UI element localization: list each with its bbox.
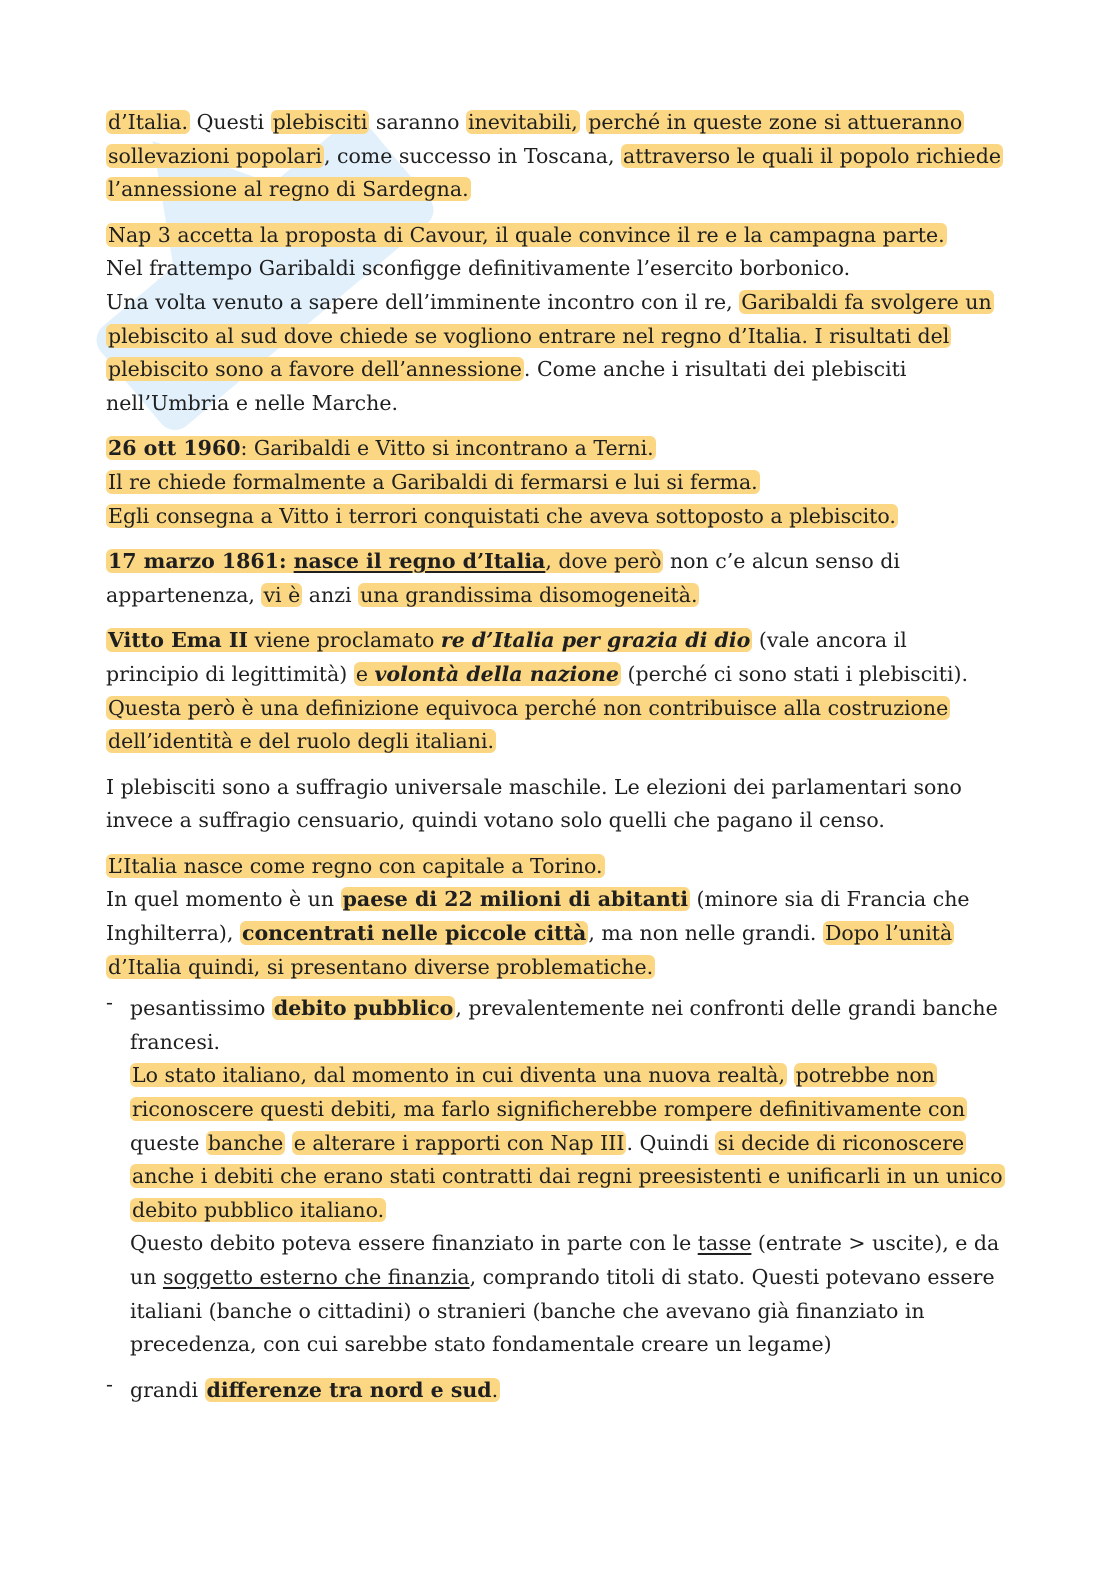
paragraph-nap3: Nap 3 accetta la proposta di Cavour, il quale convince il re e la campagna parte. Nel frattempo Garibaldi sconfigge definitivamente l’esercito borbonico. Una volta venuto a sapere dell’imminente incontro con il re, Garibaldi fa svolgere un plebiscito al sud dove chiede se vogliono entrare nel regno d’Italia. I risultati del plebiscito sono a favore dell’annessione. Come anche i risultati dei plebisciti nell’Umbria e nelle Marche.	[106, 222, 992, 415]
paragraph-regno: 17 marzo 1861: nasce il regno d’Italia, dove però non c’e alcun senso di appartenenza, vi è anzi una grandissima disomogeneità.	[106, 549, 900, 607]
paragraph-plebisciti: d’Italia. Questi plebisciti saranno inevitabili, perché in queste zone si attueranno sollevazioni popolari, come successo in Toscana, attraverso le quali il popolo richiede l’annessione al regno di Sardegna.	[108, 110, 1001, 202]
list-item-debito: - pesantissimo debito pubblico, prevalentemente nei confronti delle grandi banche francesi. Lo stato italiano, dal momento in cui diventa una nuova realtà, potrebbe non riconoscere questi debiti, ma farlo significherebbe rompere definitivamente con queste banche e alterare i rapporti con Nap III. Quindi si decide di riconoscere anche i debiti che erano stati contratti dai regni preesistenti e unificarli in un unico debito pubblico italiano. Questo debito poteva essere finanziato in parte con le tasse (entrate > uscite), e da un soggetto esterno che finanzia, comprando titoli di stato. Questi potevano essere italiani (banche o cittadini) o stranieri (banche che avevano già finanziato in precedenza, con cui sarebbe stato fondamentale creare un legame)	[106, 992, 1006, 1362]
problems-list	[106, 992, 1006, 1407]
list-item-nord-sud: - grandi differenze tra nord e sud.	[106, 1374, 1006, 1408]
paragraph-torino: L’Italia nasce come regno con capitale a Torino. In quel momento è un paese di 22 milioni di abitanti (minore sia di Francia che Inghilterra), concentrati nelle piccole città, ma non nelle grandi. Dopo l’unità d’Italia quindi, si presentano diverse problematiche.	[106, 853, 970, 979]
paragraph-vitto: Vitto Ema II viene proclamato re d’Italia per grazia di dio (vale ancora il principio di legittimità) e volontà della nazione (perché ci sono stati i plebisciti). Questa però è una definizione equivoca perché non contribuisce alla costruzione dell’identità e del ruolo degli italiani.	[106, 628, 969, 754]
paragraph-terni: 26 ott 1960: Garibaldi e Vitto si incontrano a Terni. Il re chiede formalmente a Garibaldi di fermarsi e lui si ferma. Egli consegna a Vitto i terrori conquistati che aveva sottoposto a plebiscito.	[108, 436, 896, 528]
document-body	[106, 106, 1006, 1419]
paragraph-suffragio: I plebisciti sono a suffragio universale maschile. Le elezioni dei parlamentari sono invece a suffragio censuario, quindi votano solo quelli che pagano il censo.	[106, 774, 962, 833]
